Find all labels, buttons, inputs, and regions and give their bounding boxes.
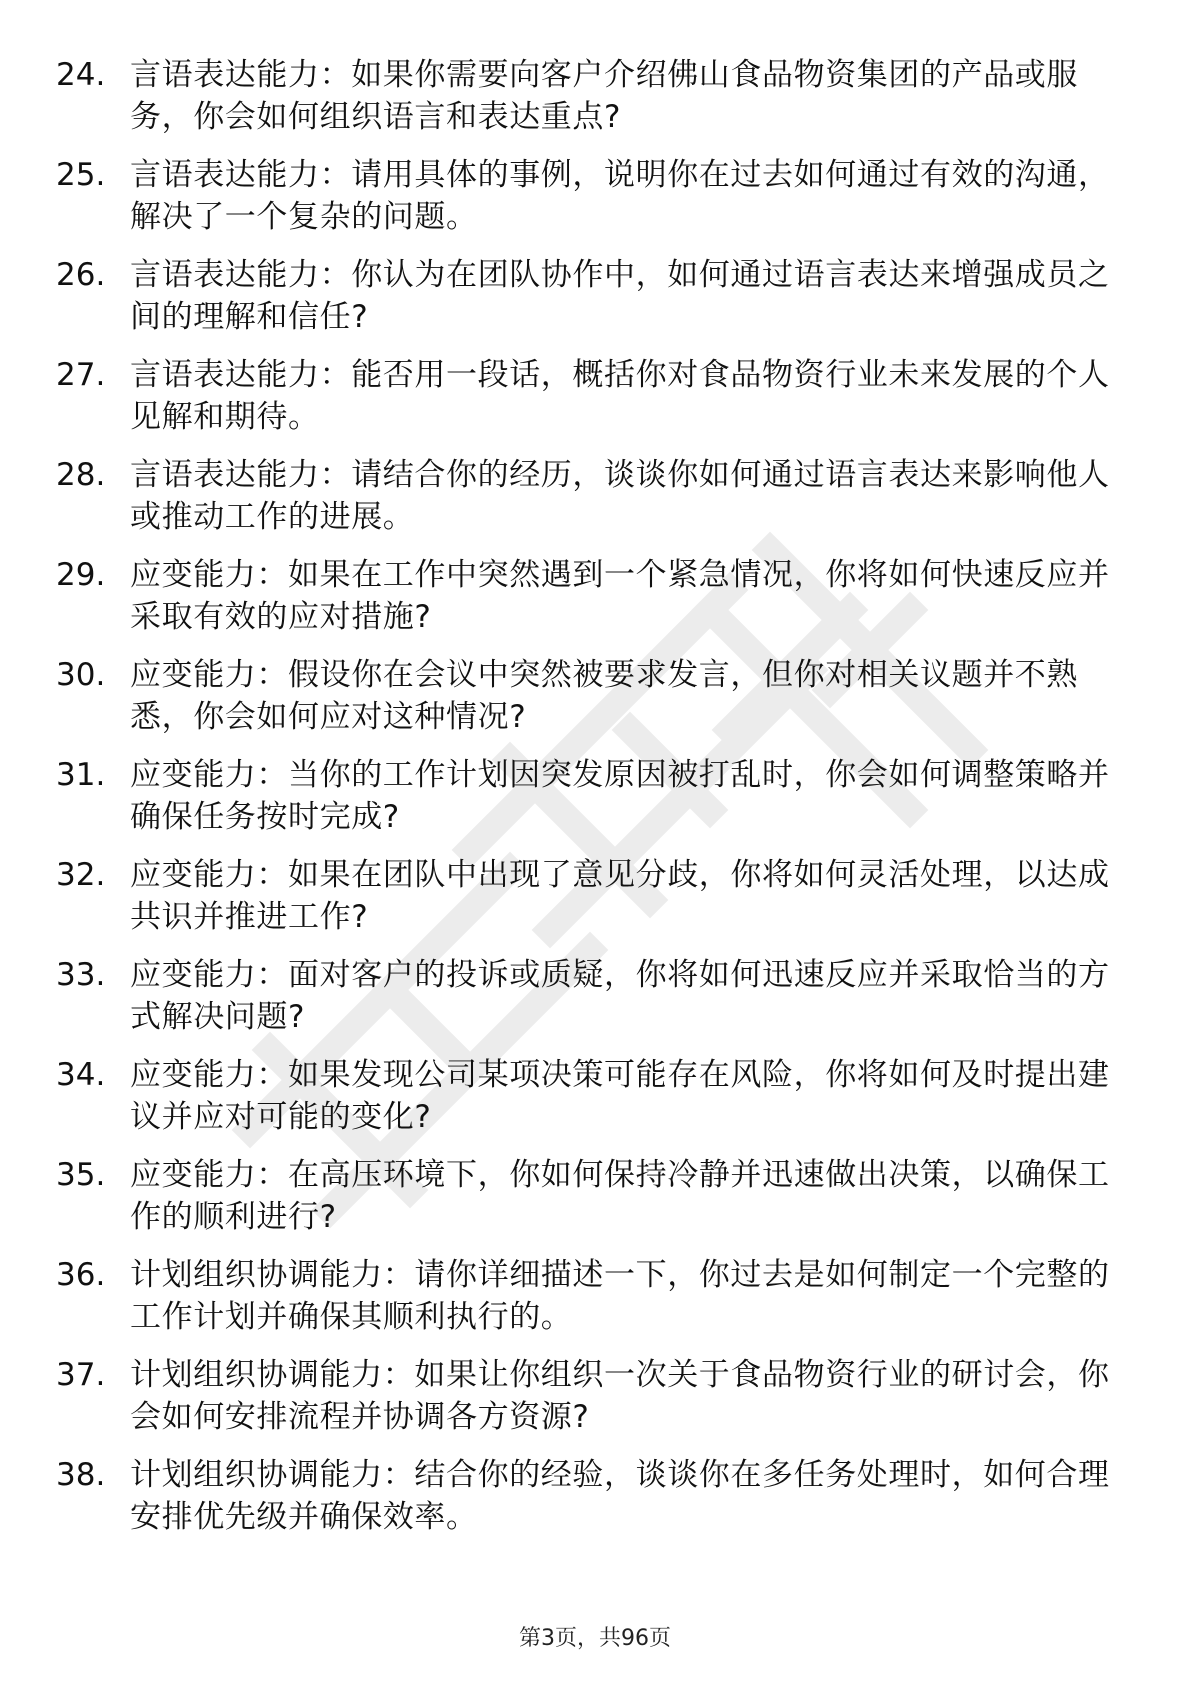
question-text: 计划组织协调能力：如果让你组织一次关于食品物资行业的研讨会，你会如何安排流程并协调各方资源? [130, 1357, 1110, 1435]
question-number: 35. [56, 1157, 106, 1193]
question-number: 29. [56, 557, 106, 593]
page-footer [0, 1625, 1190, 1653]
question-item [56, 1154, 1126, 1254]
question-item [56, 1054, 1126, 1154]
question-text: 应变能力：如果在团队中出现了意见分歧，你将如何灵活处理，以达成共识并推进工作? [130, 857, 1110, 935]
question-item [56, 254, 1126, 354]
question-number: 31. [56, 757, 106, 793]
question-item [56, 654, 1126, 754]
question-number: 26. [56, 257, 106, 293]
question-text: 应变能力：如果在工作中突然遇到一个紧急情况，你将如何快速反应并采取有效的应对措施? [130, 557, 1110, 635]
question-text: 言语表达能力：能否用一段话，概括你对食品物资行业未来发展的个人见解和期待。 [130, 357, 1110, 435]
question-number: 25. [56, 157, 106, 193]
question-text: 应变能力：当你的工作计划因突发原因被打乱时，你会如何调整策略并确保任务按时完成? [130, 757, 1110, 835]
question-text: 应变能力：在高压环境下，你如何保持冷静并迅速做出决策，以确保工作的顺利进行? [130, 1157, 1110, 1235]
question-item [56, 854, 1126, 954]
question-item [56, 154, 1126, 254]
question-text: 计划组织协调能力：请你详细描述一下，你过去是如何制定一个完整的工作计划并确保其顺利执行的。 [130, 1257, 1110, 1335]
question-number: 33. [56, 957, 106, 993]
question-number: 32. [56, 857, 106, 893]
question-number: 38. [56, 1457, 106, 1493]
question-item [56, 954, 1126, 1054]
question-item [56, 754, 1126, 854]
question-item [56, 354, 1126, 454]
question-text: 言语表达能力：如果你需要向客户介绍佛山食品物资集团的产品或服务，你会如何组织语言和表达重点? [130, 57, 1078, 135]
question-item [56, 1354, 1126, 1454]
question-number: 34. [56, 1057, 106, 1093]
question-item [56, 54, 1126, 154]
question-number: 36. [56, 1257, 106, 1293]
question-number: 37. [56, 1357, 106, 1393]
page-number-label: 第3页，共96页 [519, 1626, 671, 1651]
question-text: 应变能力：面对客户的投诉或质疑，你将如何迅速反应并采取恰当的方式解决问题? [130, 957, 1110, 1035]
question-text: 计划组织协调能力：结合你的经验，谈谈你在多任务处理时，如何合理安排优先级并确保效率。 [130, 1457, 1110, 1535]
question-number: 28. [56, 457, 106, 493]
question-text: 应变能力：假设你在会议中突然被要求发言，但你对相关议题并不熟悉，你会如何应对这种情况? [130, 657, 1078, 735]
question-text: 言语表达能力：请用具体的事例，说明你在过去如何通过有效的沟通，解决了一个复杂的问题。 [130, 157, 1110, 235]
question-list [56, 54, 1126, 1554]
question-text: 言语表达能力：请结合你的经历，谈谈你如何通过语言表达来影响他人或推动工作的进展。 [130, 457, 1110, 535]
question-item [56, 554, 1126, 654]
question-text: 应变能力：如果发现公司某项决策可能存在风险，你将如何及时提出建议并应对可能的变化? [130, 1057, 1110, 1135]
question-item [56, 454, 1126, 554]
question-item [56, 1454, 1126, 1554]
question-item [56, 1254, 1126, 1354]
question-number: 27. [56, 357, 106, 393]
question-number: 30. [56, 657, 106, 693]
question-number: 24. [56, 57, 106, 93]
question-text: 言语表达能力：你认为在团队协作中，如何通过语言表达来增强成员之间的理解和信任? [130, 257, 1110, 335]
